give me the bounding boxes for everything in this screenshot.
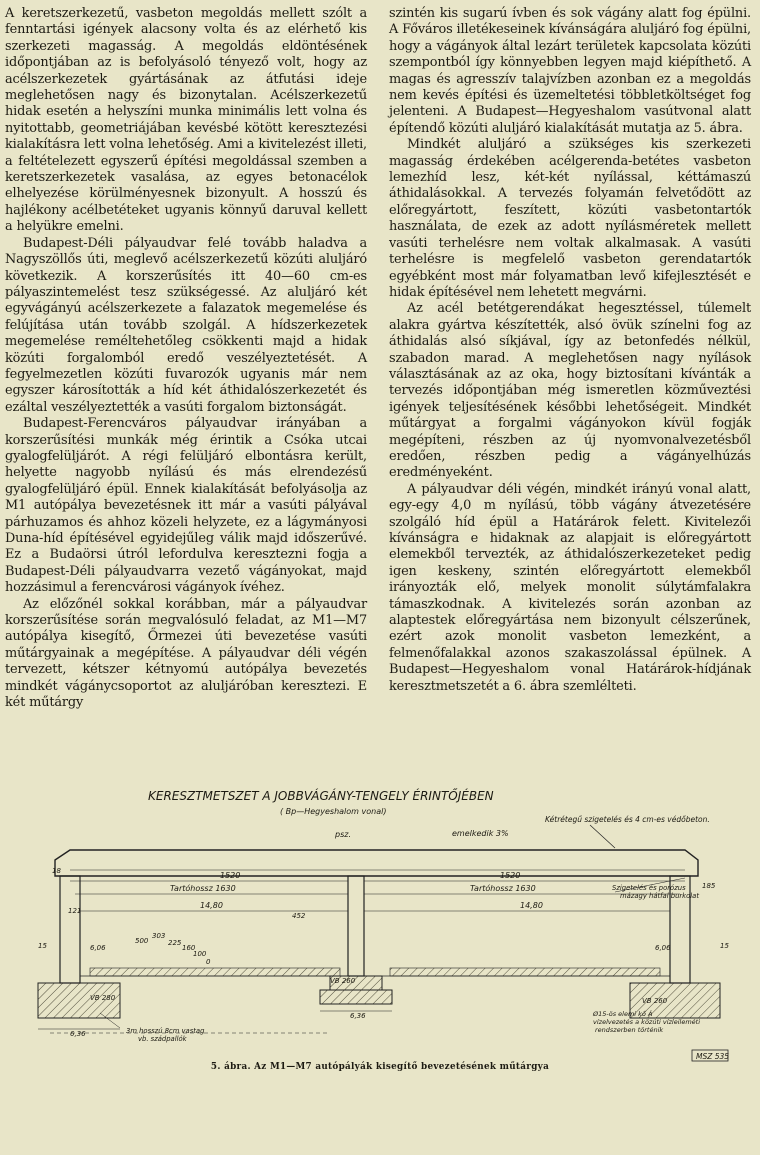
- label-dim-15-right: 15: [720, 942, 729, 950]
- text-column-left: [5, 6, 367, 711]
- label-dim-606-left: 6,06: [90, 944, 106, 952]
- label-drain-note-1: Ø15-ös elemi kő Á: [593, 1010, 653, 1018]
- label-dim-15-left: 15: [38, 942, 47, 950]
- label-clear-span-right: 14,80: [520, 901, 543, 910]
- paragraph: A keretszerkezetű, vasbeton megoldás mellett szólt a fenntartási igények alacsony volta és az elérhető kis szerkezeti magasság. A megoldás eldöntésének időpontjában az is befolyásoló tényező volt, hogy az acélszerkezetek gyártásának az átfutási ideje meglehetősen nagy és bizonytalan. Acélszerkezetű hidak esetén a helyszíni munka minimális lett volna és nyitottabb, geometriájában kevésbé kötött keresztezési kialakításra lett volna lehetőség. Ami a kivitelezést illeti, a feltételezett egyszerű építési megoldással szemben a keretszerkezetek vasalása, az egyes betonacélok elhelyezése körülményesnek bizonyult. A hosszú és hajlékony acélbetéteket ugyanis könnyű daruval kellett a helyükre emelni.: [5, 6, 367, 235]
- label-dim-100: 100: [193, 950, 207, 958]
- figure-caption: 5. ábra. Az M1—M7 autópályák kisegítő bevezetésének műtárgya: [210, 1062, 550, 1072]
- label-pile-note-2: vb. szádpallók: [138, 1035, 187, 1043]
- figure-subtitle: ( Bp—Hegyeshalom vonal): [280, 807, 387, 816]
- label-right-note-2: mázagy hátfal burkolat: [620, 892, 699, 900]
- label-pile-note-1: 3m hosszú 8cm vastag: [126, 1027, 205, 1035]
- cross-section-drawing: [30, 778, 735, 1063]
- centre-pier: [348, 876, 364, 976]
- text-column-right: [389, 6, 751, 695]
- label-right-note-1: Szigetelés és porózus: [612, 884, 686, 892]
- label-psz: psz.: [335, 830, 351, 839]
- label-dim-0: 0: [206, 958, 211, 966]
- label-dim-160: 160: [182, 944, 196, 952]
- paragraph: Az előzőnél sokkal korábban, már a pályaudvar korszerűsítése során megvalósuló feladat, az M1—M7 autópálya kisegítő, Őrmezei úti bevezetése vasúti műtárgyainak a megépítése. A pályaudvar déli végén tervezett, kétszer kétnyomú autópálya bevezetés mindkét vágánycsoportot az aluljáróban keresztezi. E két műtárgy: [5, 596, 367, 711]
- label-dim-121: 121: [68, 907, 82, 915]
- label-top-note: Kétrétegű szigetelés és 4 cm-es védőbeton.: [545, 815, 710, 824]
- label-vb-260-right: VB 260: [642, 997, 668, 1005]
- label-vb-280-left: VB 280: [90, 994, 116, 1002]
- paragraph: Az acél betétgerendákat hegesztéssel, túlemelt alakra gyártva készítették, alsó övük színelni fog az áthidalás alsó síkjával, így az betonfedés nélkül, szabadon marad. A meglehetősen nagy nyílások választásának az az oka, hogy biztosítani kívánták a tervezés időpontjában még ismeretlen közműveztési igények teljesítésének későbbi lehetőségeit. Mindkét műtárgyat a forgalmi vágányokon kívül fogják megépíteni, részben az új nyomvonalvezetésből eredően, részben pedig a vágányelhúzás eredményeként.: [389, 301, 751, 481]
- paragraph: A pályaudvar déli végén, mindkét irányú vonal alatt, egy-egy 4,0 m nyílású, több vágány átvezetésére szolgáló híd épül a Határárok felett. Kivitelezői kívánságra e hidaknak az alapjait is előregyártott elemekből tervezték, az áthidalószerkezeteket pedig igen keskeny, szintén előregyártott elemekből irányozták elő, melyek monolit súlytámfalakra támaszkodnak. A kivitelezés során azonban az alaptestek előregyártása nem bizonyult célszerűnek, ezért azok monolit vasbeton lemezként, a felmenőfalakkal azonos szakaszolással épülnek. A Budapest—Hegyeshalom vonal Határárok-hídjának keresztmetszetét a 6. ábra szemlélteti.: [389, 481, 751, 694]
- label-dim-225: 225: [168, 939, 182, 947]
- label-dim-452: 452: [292, 912, 306, 920]
- label-girder-right: Tartóhossz 1630: [470, 884, 536, 893]
- label-vb-260-centre: VB 260: [330, 977, 356, 985]
- label-dim-303: 303: [152, 932, 166, 940]
- paragraph: Budapest-Déli pályaudvar felé tovább haladva a Nagyszöllős úti, meglevő acélszerkezetű közúti aluljáró következik. A korszerűsítés itt 40—60 cm-es pályaszintemelést tesz szükségessé. Az aluljáró két egyvágányú acélszerkezete a falazatok megemelése és felújítása után tovább szolgál. A hídszerkezetek megemelése reméltehetőleg csökkenti majd a hidak közúti forgalomból eredő veszélyeztetését. A fegyelmezetlen közúti fuvarozók ugyanis már nem egyszer károsították a híd két áthidalószerkezetét és ezáltal veszélyeztették a vasúti forgalom biztonságát.: [5, 235, 367, 415]
- paragraph: Mindkét aluljáró a szükséges kis szerkezeti magasság érdekében acélgerenda-betétes vasbeton lemezhíd lesz, két-két nyílással, kéttámaszú áthidalásokkal. A tervezés folyamán felvetődött az előregyártott, feszített, közúti vasbetontartók használata, de ezek az adott nyílásméretek mellett vasúti terhelésre nem voltak alkalmasak. A vasúti terhelésre is megfelelő vasbeton gerendatartók egyébként most már folyamatban levő kifejlesztését e hidak építésével nem lehetett megvárni.: [389, 137, 751, 300]
- paragraph: Budapest-Ferencváros pályaudvar irányában a korszerűsítési munkák még érintik a Csóka utcai gyalogfelüljárót. A régi felüljáró elbontásra került, helyette nagyobb nyílású és más elrendezésű gyalogfelüljáró épül. Ennek kialakítását befolyásolja az M1 autópálya bevezetésnek itt már a vasúti pályával párhuzamos és ahhoz közeli helyzete, ez a lágymányosi Duna-híd építésével egyidejűleg válik majd időszerűvé. Ez a Budaörsi útról lefordulva keresztezni fogja a Budapest-Déli pályaudvarra vezető vágányokat, majd hozzásimul a ferencvárosi vágányok ívéhez.: [5, 416, 367, 596]
- cross-section-figure: [30, 778, 735, 1063]
- label-clear-span-left: 14,80: [200, 901, 223, 910]
- label-dim-500: 500: [135, 937, 149, 945]
- label-dim-606-right: 6,06: [655, 944, 671, 952]
- label-drain-note-2: vízelvezetés a közúti vízleileméti: [593, 1018, 701, 1026]
- label-drain-note-3: rendszerben történik: [595, 1026, 664, 1034]
- figure-title: KERESZTMETSZET A JOBBVÁGÁNY-TENGELY ÉRINTŐJÉBEN: [148, 789, 494, 803]
- paragraph: szintén kis sugarú ívben és sok vágány alatt fog épülni. A Főváros illetékeseinek kívánságára aluljáró fog épülni, hogy a vágányok által lezárt területek kapcsolata közúti szempontból így könnyebben legyen majd kiépíthető. A magas és agresszív talajvízben azonban ez a megoldás nem kevés építési és üzemeltetési többletköltséget fog jelenteni. A Budapest—Hegyeshalom vasútvonal alatt építendő közúti aluljáró kialakítását mutatja az 5. ábra.: [389, 6, 751, 136]
- label-dim-185: 185: [702, 882, 716, 890]
- label-span-half-left: 1520: [220, 871, 241, 880]
- figure-stamp: MSZ 535: [696, 1052, 730, 1061]
- label-dim-636-centre: 6,36: [350, 1012, 366, 1020]
- left-abutment: [60, 876, 80, 983]
- deck-slab: [55, 850, 698, 876]
- label-girder-left: Tartóhossz 1630: [170, 884, 236, 893]
- label-dim-636-left: 6,36: [70, 1030, 86, 1038]
- label-slope: emelkedik 3%: [452, 829, 509, 838]
- label-span-half-right: 1520: [500, 871, 521, 880]
- label-dim-18: 18: [52, 867, 61, 875]
